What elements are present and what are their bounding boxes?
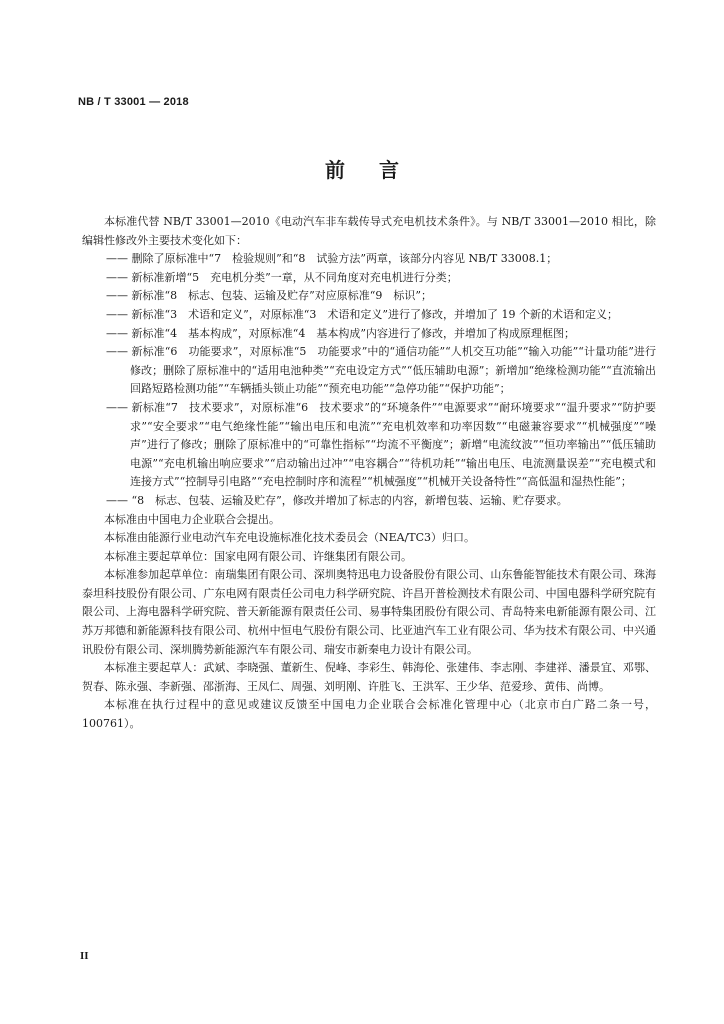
change-list — [82, 250, 656, 510]
feedback-paragraph: 本标准在执行过程中的意见或建议反馈至中国电力企业联合会标准化管理中心（北京市白广路二条一号，100761）。 — [82, 698, 656, 731]
document-body — [82, 213, 656, 734]
list-item: —— 新标准“6 功能要求”，对原标准“5 功能要求”中的“通信功能”“人机交互功能”“输入功能”“计量功能”进行修改；删除了原标准中的“适用电池种类”“充电设定方式”“低压辅助电源”；新增加“绝缘检测功能”“直流输出回路短路检测功能”“车辆插头锁止功能”“预充电功能”“急停功能”“保护功能”； — [106, 345, 656, 396]
list-item: —— 新标准新增“5 充电机分类”一章，从不同角度对充电机进行分类； — [106, 270, 458, 284]
main-drafter-paragraph: 本标准主要起草单位：国家电网有限公司、许继集团有限公司。 — [104, 549, 412, 563]
list-item: —— 新标准“4 基本构成”，对原标准“4 基本构成”内容进行了修改，并增加了构成原理框图； — [106, 326, 575, 340]
committee-paragraph: 本标准由能源行业电动汽车充电设施标准化技术委员会（NEA/TC3）归口。 — [104, 531, 476, 545]
participating-drafters-paragraph: 本标准参加起草单位：南瑞集团有限公司、深圳奥特迅电力设备股份有限公司、山东鲁能智能技术有限公司、珠海泰坦科技股份有限公司、广东电网有限责任公司电力科学研究院、许昌开普检测技术有限公司、中国电器科学研究院有限公司、上海电器科学研究院、普天新能源有限责任公司、易事特集团股份有限公司、青岛特来电新能源有限公司、江苏万邦德和新能源科技有限公司、杭州中恒电气股份有限公司、比亚迪汽车工业有限公司、华为技术有限公司、中兴通讯股份有限公司、深圳腾势新能源汽车有限公司、瑞安市新秦电力设计有限公司。 — [82, 568, 656, 656]
list-item: —— 新标准“3 术语和定义”，对原标准“3 术语和定义”进行了修改，并增加了 19 个新的术语和定义； — [106, 307, 618, 321]
page-number: II — [80, 950, 89, 962]
page-title: 前言 — [325, 158, 433, 182]
intro-paragraph: 本标准代替 NB/T 33001—2010《电动汽车非车载传导式充电机技术条件》。与 NB/T 33001—2010 相比，除编辑性修改外主要技术变化如下： — [82, 215, 656, 247]
document-code: NB / T 33001 — 2018 — [78, 96, 189, 108]
list-item: —— 新标准“8 标志、包装、运输及贮存”对应原标准“9 标识”； — [106, 289, 432, 303]
list-item: —— 删除了原标准中“7 检验规则”和“8 试验方法”两章，该部分内容见 NB/T 33008.1； — [106, 252, 558, 266]
list-item: —— 新标准“7 技术要求”，对原标准“6 技术要求”的“环境条件”“电源要求”“耐环境要求”“温升要求”“防护要求”“安全要求”“电气绝缘性能”“输出电压和电流”“充电机效率和功率因数”“电磁兼容要求”“机械强度”“噪声”进行了修改；删除了原标准中的“可靠性指标”“均流不平衡度”；新增“电流纹波”“恒功率输出”“低压辅助电源”“充电机输出响应要求”“启动输出过冲”“电容耦合”“待机功耗”“输出电压、电流测量误差”“充电模式和连接方式”“控制导引电路”“充电控制时序和流程”“机械强度”“机械开关设备特性”“高低温和湿热性能”； — [106, 400, 656, 489]
drafters-paragraph: 本标准主要起草人：武斌、李晓强、董新生、倪峰、李彩生、韩海伦、张建伟、李志刚、李建祥、潘景宜、邓鄂、贺春、陈永强、李新强、邵浙海、王凤仁、周强、刘明刚、许胜飞、王洪军、王少华、范爱珍、黄伟、尚博。 — [82, 661, 656, 693]
proposer-paragraph: 本标准由中国电力企业联合会提出。 — [104, 512, 280, 526]
list-item: —— “8 标志、包装、运输及贮存”，修改并增加了标志的内容，新增包装、运输、贮存要求。 — [106, 493, 568, 507]
